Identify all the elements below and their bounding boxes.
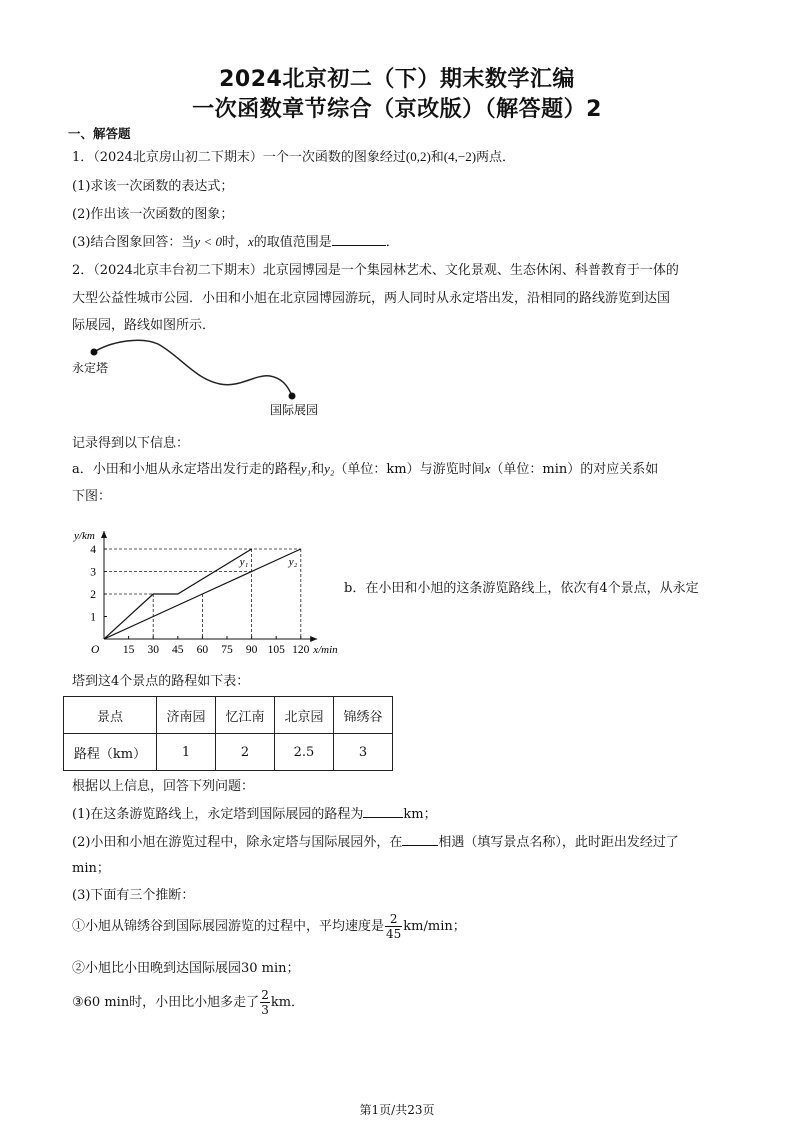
route-start-label: 永定塔 xyxy=(72,361,109,375)
fraction-denominator: 45 xyxy=(386,927,402,941)
inference-3-pre: ③60 min时，小田比小旭多走了 xyxy=(72,995,260,1010)
route-path xyxy=(94,340,292,396)
fraction-numerator: 2 xyxy=(261,988,269,1002)
x-tick-label: 90 xyxy=(245,644,258,656)
x-tick-label: 15 xyxy=(122,644,135,656)
q2-part1 xyxy=(72,803,437,822)
y-tick-label: 4 xyxy=(90,544,96,556)
y-tick-label: 2 xyxy=(90,589,96,601)
table-cell: 2 xyxy=(216,734,275,771)
x-axis-label: x/min xyxy=(313,644,338,656)
page-title-line2: 一次函数章节综合（京改版）（解答题）2 xyxy=(192,97,602,122)
series-label-2: y₂ xyxy=(288,556,298,568)
q1-stem-text: 1．（2024北京房山初二下期末）一个一次函数的图象经过 xyxy=(72,150,406,165)
fraction xyxy=(385,912,402,941)
q2-line1: 2．（2024北京丰台初二下期末）北京园博园是一个集园林艺术、文化景观、生态休闲、科普教育于一体的 xyxy=(72,263,679,278)
q2-info-b-line2: 塔到这4个景点的路程如下表： xyxy=(72,674,250,689)
info-a-y2: y₂ xyxy=(324,461,335,476)
table-cell: 路程（km） xyxy=(64,734,157,771)
x-tick-label: 60 xyxy=(196,644,209,656)
table-row xyxy=(64,697,393,734)
q2-part3: (3)下面有三个推断： xyxy=(72,888,195,903)
table-cell: 3 xyxy=(334,734,393,771)
info-a-x: x xyxy=(484,461,491,476)
y-tick-label: 3 xyxy=(90,566,96,579)
section-heading: 一、解答题 xyxy=(68,126,131,141)
inference-3 xyxy=(72,988,304,1017)
q2-line2: 大型公益性城市公园．小田和小旭在北京园博园游玩，两人同时从永定塔出发，沿相同的路线游览到达国 xyxy=(72,291,671,306)
x-tick-label: 45 xyxy=(172,644,184,656)
inference-2: ②小旭比小田晚到达国际展园30 min； xyxy=(72,961,300,976)
x-tick-label: 30 xyxy=(147,644,159,656)
table-cell: 1 xyxy=(157,734,216,771)
table-cell: 锦绣谷 xyxy=(334,697,393,734)
q1-p3-post: 的取值范围是 xyxy=(253,235,332,250)
answer-blank xyxy=(332,233,386,246)
y-axis-label: y/km xyxy=(74,530,95,542)
info-a-end: （单位：min）的对应关系如 xyxy=(490,462,659,477)
q2-info-a xyxy=(72,458,658,477)
x-tick-label: 120 xyxy=(292,644,310,656)
q2-p1-post: km； xyxy=(403,807,437,822)
series-label-1: y₁ xyxy=(239,556,249,568)
q2-answer-intro: 根据以上信息，回答下列问题： xyxy=(72,779,255,794)
q2-part2-line2: min； xyxy=(72,861,110,876)
q1-point-b: (4,−2) xyxy=(443,149,477,164)
table-cell: 北京园 xyxy=(275,697,334,734)
spots-table xyxy=(63,696,393,771)
q1-part1: (1)求该一次函数的表达式； xyxy=(72,179,234,194)
q2-p2-pre: (2)小田和小旭在游览过程中，除永定塔与国际展园外，在 xyxy=(72,835,403,850)
q2-line3: 际展园，路线如图所示． xyxy=(72,318,216,333)
q1-p3-pre: (3)结合图象回答：当 xyxy=(72,235,195,250)
route-start-dot xyxy=(91,349,98,356)
x-axis-arrow xyxy=(310,636,317,642)
fraction-numerator: 2 xyxy=(385,912,402,927)
y-axis-arrow xyxy=(101,531,107,538)
q2-record: 记录得到以下信息： xyxy=(72,436,190,451)
distance-time-chart xyxy=(62,505,352,665)
inference-1 xyxy=(72,912,466,941)
y-tick-label: 1 xyxy=(90,611,96,624)
x-tick-label: 75 xyxy=(221,644,233,656)
q1-p3-var: x xyxy=(247,234,254,249)
answer-blank xyxy=(402,833,438,846)
page-title-line1: 2024北京初二（下）期末数学汇编 xyxy=(219,67,575,92)
fraction-denominator: 3 xyxy=(261,1003,269,1017)
origin-label: O xyxy=(91,644,100,656)
table-cell: 2.5 xyxy=(275,734,334,771)
q2-p1-pre: (1)在这条游览路线上，永定塔到国际展园的路程为 xyxy=(72,807,364,822)
table-row xyxy=(64,734,393,771)
route-figure xyxy=(70,334,340,420)
table-cell: 忆江南 xyxy=(216,697,275,734)
q1-stem xyxy=(72,146,515,165)
q1-point-a: (0,2) xyxy=(405,149,431,164)
info-a-and: 和 xyxy=(311,462,325,477)
inference-3-post: km． xyxy=(270,995,305,1010)
q1-p3-mid: 时， xyxy=(221,235,248,250)
q2-p2-post: 相遇（填写景点名称），此时距出发经过了 xyxy=(438,835,679,850)
inference-1-pre: ①小旭从锦绣谷到国际展园游览的过程中，平均速度是 xyxy=(72,919,385,934)
fraction xyxy=(260,988,270,1017)
page-footer: 第1页/共23页 xyxy=(359,1103,435,1117)
info-a-y1: y₁ xyxy=(300,461,312,476)
info-a-post: （单位：km）与游览时间 xyxy=(334,462,485,477)
q1-part2: (2)作出该一次函数的图象； xyxy=(72,207,234,222)
route-end-dot xyxy=(289,393,296,400)
info-a-pre: a．小田和小旭从永定塔出发行走的路程 xyxy=(72,462,301,477)
q2-part2 xyxy=(72,831,679,850)
route-end-label: 国际展园 xyxy=(270,403,319,417)
q1-p3-condition: y < 0 xyxy=(194,234,222,249)
answer-blank xyxy=(363,805,403,818)
inference-1-post: km/min； xyxy=(403,919,466,934)
q2-info-a-line2: 下图： xyxy=(72,489,112,504)
q2-info-b-line1: b．在小田和小旭的这条游览路线上，依次有4个景点，从永定 xyxy=(344,581,699,596)
q1-part3 xyxy=(72,231,399,250)
table-cell: 景点 xyxy=(64,697,157,734)
table-cell: 济南园 xyxy=(157,697,216,734)
q1-and: 和 xyxy=(430,150,444,165)
x-tick-label: 105 xyxy=(267,644,285,656)
q1-stem-end: 两点． xyxy=(476,150,516,165)
q1-p3-end: ． xyxy=(385,235,399,250)
